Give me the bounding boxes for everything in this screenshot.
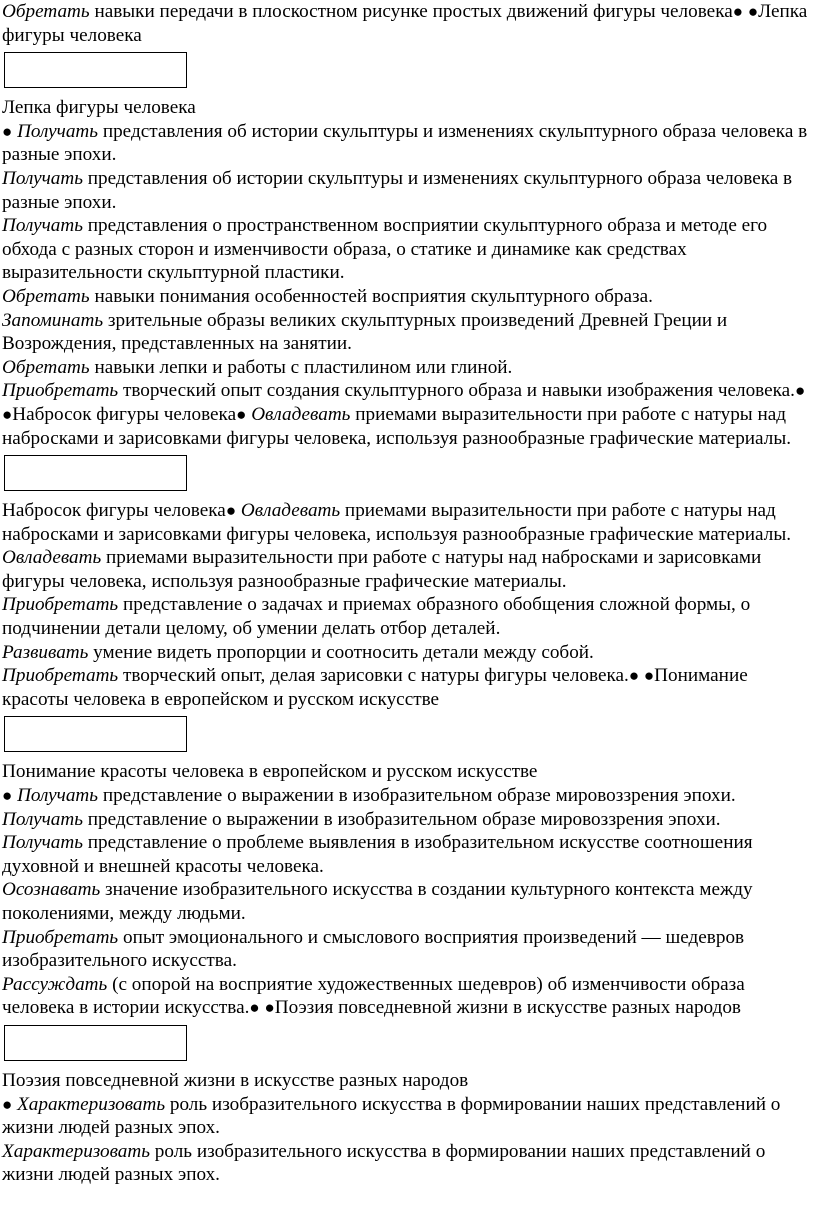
paragraph — [2, 1093, 814, 1140]
text-run: представление о проблеме выявления в изобразительном искусстве соотношения духовной и внешней красоты человека. — [2, 832, 753, 877]
text-run: приемами выразительности при работе с натуры над набросками и зарисовками фигуры человека, используя разнообразные графические материалы. — [2, 547, 762, 592]
paragraph — [2, 664, 814, 711]
text-run: представления об истории скульптуры и изменениях скульптурного образа человека в разные эпохи. — [2, 120, 808, 166]
emphasized-verb: Получать — [17, 120, 99, 142]
emphasized-verb: Овладевать — [240, 500, 341, 522]
empty-frame-box — [4, 52, 187, 88]
emphasized-verb: Приобретать — [2, 594, 119, 616]
text-run: Набросок фигуры человека — [12, 403, 237, 425]
empty-frame-box — [4, 716, 187, 752]
paragraph — [2, 641, 814, 665]
emphasized-verb: Обретать — [2, 1, 90, 22]
text-run: навыки передачи в плоскостном рисунке простых движений фигуры человека — [89, 1, 733, 22]
emphasized-verb: Приобретать — [2, 665, 119, 687]
empty-frame-box — [4, 1025, 187, 1061]
text-run: Поэзия повседневной жизни в искусстве разных народов — [274, 997, 741, 1019]
emphasized-verb: Получать — [2, 808, 83, 830]
paragraph — [2, 1069, 814, 1093]
emphasized-verb: Характеризовать — [2, 1140, 150, 1162]
paragraph — [2, 499, 814, 546]
paragraph — [2, 356, 814, 380]
emphasized-verb: Получать — [2, 832, 83, 854]
emphasized-verb: Запоминать — [2, 309, 104, 331]
paragraph — [2, 379, 814, 450]
paragraph — [2, 784, 814, 808]
emphasized-verb: Приобретать — [2, 926, 119, 948]
text-run: представление о выражении в изобразительном образе мировоззрения эпохи. — [82, 808, 721, 830]
text-run: приемами выразительности при работе с натуры над набросками и зарисовками фигуры человека, используя разнообразные графические материалы. — [2, 403, 792, 449]
text-run: Поэзия повседневной жизни в искусстве разных народов — [2, 1069, 469, 1091]
paragraph — [2, 309, 814, 356]
bullet-icon: ● — [643, 666, 655, 686]
text-run: Набросок фигуры человека — [2, 500, 226, 522]
bullet-icon: ● — [236, 404, 247, 424]
emphasized-verb: Овладевать — [251, 403, 351, 425]
bullet-icon: ● — [2, 1094, 13, 1114]
text-run: приемами выразительности при работе с натуры над набросками и зарисовками фигуры человека, используя разнообразные графические материалы. — [2, 500, 792, 545]
bullet-icon: ● — [747, 2, 759, 21]
emphasized-verb: Получать — [2, 167, 83, 189]
text-run: представление о задачах и приемах образного обобщения сложной формы, о подчинении детали целому, об умении делать отбор деталей. — [2, 594, 751, 640]
paragraph — [2, 546, 814, 593]
empty-frame-box — [4, 455, 187, 491]
emphasized-verb: Приобретать — [2, 380, 119, 402]
bullet-icon: ● — [249, 998, 260, 1018]
paragraph — [2, 926, 814, 973]
text-run: умение видеть пропорции и соотносить детали между собой. — [88, 641, 594, 663]
bullet-icon: ● — [628, 666, 640, 686]
bullet-icon: ● — [2, 786, 13, 806]
emphasized-verb: Обретать — [2, 356, 90, 378]
text-run: Лепка фигуры человека — [2, 1, 808, 46]
text-run: представления о пространственном восприятии скульптурного образа и методе его обхода с разных сторон и изменчивости образа, о статике и динамике как средствах выразительности скульптурной пластики. — [2, 215, 768, 284]
emphasized-verb: Осознавать — [2, 879, 101, 901]
bullet-icon: ● — [794, 381, 806, 401]
emphasized-verb: Овладевать — [2, 547, 102, 569]
text-run: роль изобразительного искусства в формировании наших представлений о жизни людей разных эпох. — [2, 1140, 766, 1186]
text-run: творческий опыт, делая зарисовки с натуры фигуры человека. — [118, 665, 629, 687]
text-run: Понимание красоты человека в европейском и русском искусстве — [2, 665, 748, 710]
bullet-icon: ● — [732, 2, 744, 21]
text-run: роль изобразительного искусства в формировании наших представлений о жизни людей разных эпох. — [2, 1093, 781, 1139]
bullet-icon: ● — [264, 998, 275, 1018]
emphasized-verb: Развивать — [2, 641, 89, 663]
paragraph — [2, 214, 814, 285]
text-run: представления об истории скульптуры и изменениях скульптурного образа человека в разные эпохи. — [2, 167, 793, 213]
text-run: значение изобразительного искусства в создании культурного контекста между поколениями, между людьми. — [2, 879, 753, 924]
emphasized-verb: Обретать — [2, 285, 90, 307]
text-run: зрительные образы великих скульптурных произведений Древней Греции и Возрождения, представленных на занятии. — [2, 309, 728, 355]
paragraph — [2, 878, 814, 925]
paragraph — [2, 96, 814, 120]
text-run: (с опорой на восприятие художественных шедевров) об изменчивости образа человека в истории искусства. — [2, 973, 745, 1019]
bullet-icon: ● — [2, 121, 13, 141]
text-run: опыт эмоционального и смыслового восприятия произведений — шедевров изобразительного искусства. — [2, 926, 745, 972]
paragraph — [2, 120, 814, 167]
emphasized-verb: Рассуждать — [2, 973, 108, 995]
text-run: творческий опыт создания скульптурного образа и навыки изображения человека. — [118, 380, 795, 402]
paragraph — [2, 973, 814, 1020]
bullet-icon: ● — [2, 404, 13, 424]
paragraph — [2, 760, 814, 784]
text-run: навыки лепки и работы с пластилином или глиной. — [89, 356, 513, 378]
emphasized-verb: Получать — [2, 215, 83, 237]
paragraph — [2, 1140, 814, 1187]
emphasized-verb: Получать — [17, 785, 99, 807]
paragraph — [2, 808, 814, 832]
bullet-icon: ● — [225, 501, 237, 521]
emphasized-verb: Характеризовать — [17, 1093, 166, 1115]
text-run: Лепка фигуры человека — [2, 97, 196, 119]
text-run: представление о выражении в изобразительном образе мировоззрения эпохи. — [98, 785, 736, 807]
paragraph — [2, 0, 814, 47]
paragraph — [2, 593, 814, 640]
paragraph — [2, 831, 814, 878]
paragraph — [2, 285, 814, 309]
paragraph — [2, 167, 814, 214]
text-run: навыки понимания особенностей восприятия скульптурного образа. — [89, 285, 653, 307]
text-run: Понимание красоты человека в европейском и русском искусстве — [2, 761, 538, 783]
